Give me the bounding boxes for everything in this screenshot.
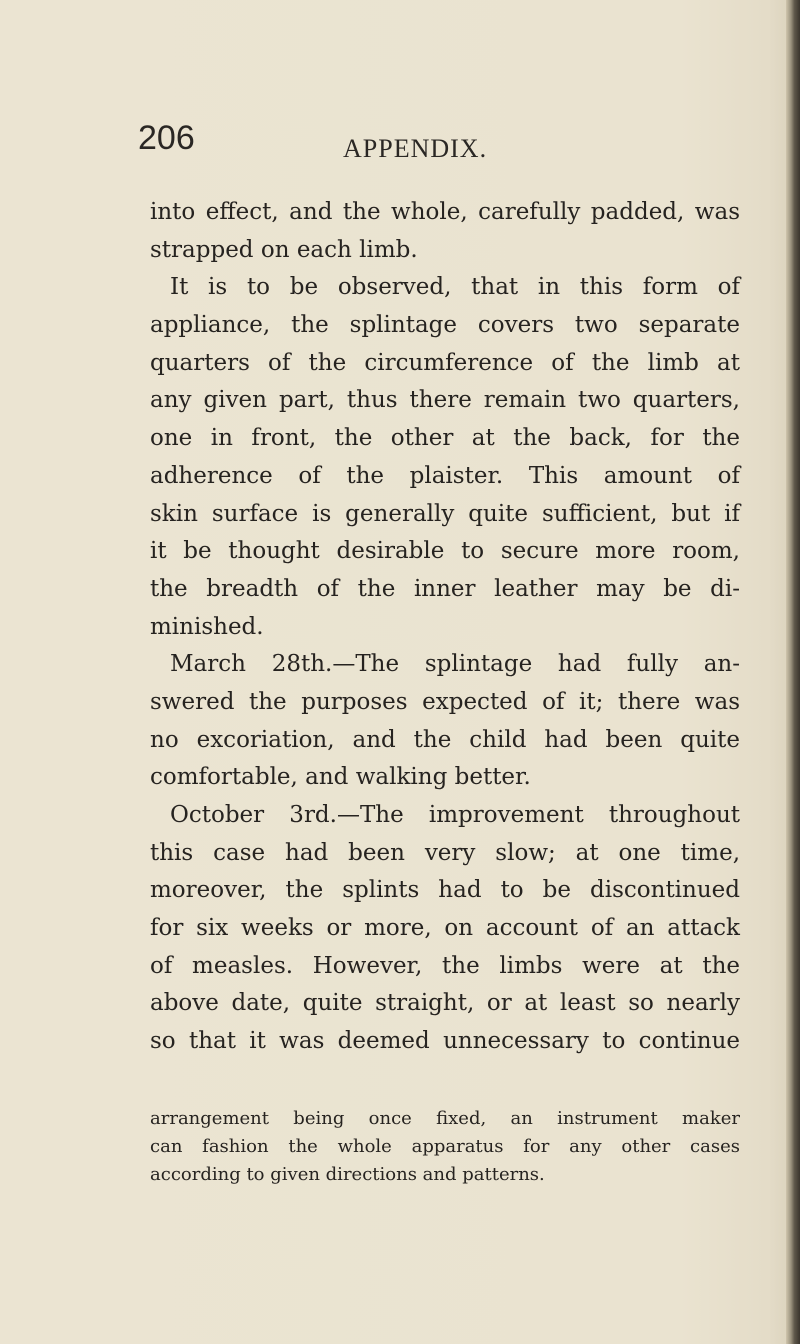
text-line: into effect, and the whole, carefully padded, was — [150, 199, 740, 225]
text-line: any given part, thus there remain two quarters, — [150, 387, 740, 414]
body-text — [150, 194, 740, 1061]
footnote-line: according to given directions and patterns. — [150, 1164, 545, 1185]
text-line: one in front, the other at the back, for the — [150, 425, 740, 452]
running-head: APPENDIX. — [343, 134, 488, 163]
text-line: no excoriation, and the child had been quite — [150, 726, 740, 753]
text-line: quarters of the circumference of the limb at — [150, 349, 740, 376]
text-line: this case had been very slow; at one time, — [150, 839, 740, 866]
text-line: for six weeks or more, on account of an attack — [150, 915, 740, 942]
text-line: comfortable, and walking better. — [150, 764, 531, 791]
text-line: so that it was deemed unnecessary to continue — [150, 1028, 740, 1055]
text-line: adherence of the plaister. This amount of — [150, 462, 740, 489]
text-line: it be thought desirable to secure more room, — [150, 538, 740, 565]
text-line: October 3rd.—The improvement throughout — [170, 802, 740, 828]
text-line: swered the purposes expected of it; there was — [150, 688, 740, 715]
footnote-line: arrangement being once fixed, an instrument maker — [150, 1108, 740, 1129]
text-line: the breadth of the inner leather may be di- — [150, 575, 740, 602]
text-line: of measles. However, the limbs were at the — [150, 952, 740, 979]
footnote-line: can fashion the whole apparatus for any other cases — [150, 1136, 740, 1157]
text-line: appliance, the splintage covers two separate — [150, 312, 740, 339]
text-line: strapped on each limb. — [150, 236, 418, 263]
page-number: 206 — [138, 119, 195, 157]
text-line: It is to be observed, that in this form of — [170, 274, 740, 301]
text-line: March 28th.—The splintage had fully an- — [170, 651, 740, 678]
text-line: moreover, the splints had to be discontinued — [150, 877, 740, 904]
footnote — [150, 1105, 740, 1189]
text-line: skin surface is generally quite sufficient, but if — [150, 500, 740, 527]
text-line: minished. — [150, 613, 264, 640]
page-edge-shadow — [786, 0, 800, 1344]
text-line: above date, quite straight, or at least so nearly — [150, 990, 740, 1017]
